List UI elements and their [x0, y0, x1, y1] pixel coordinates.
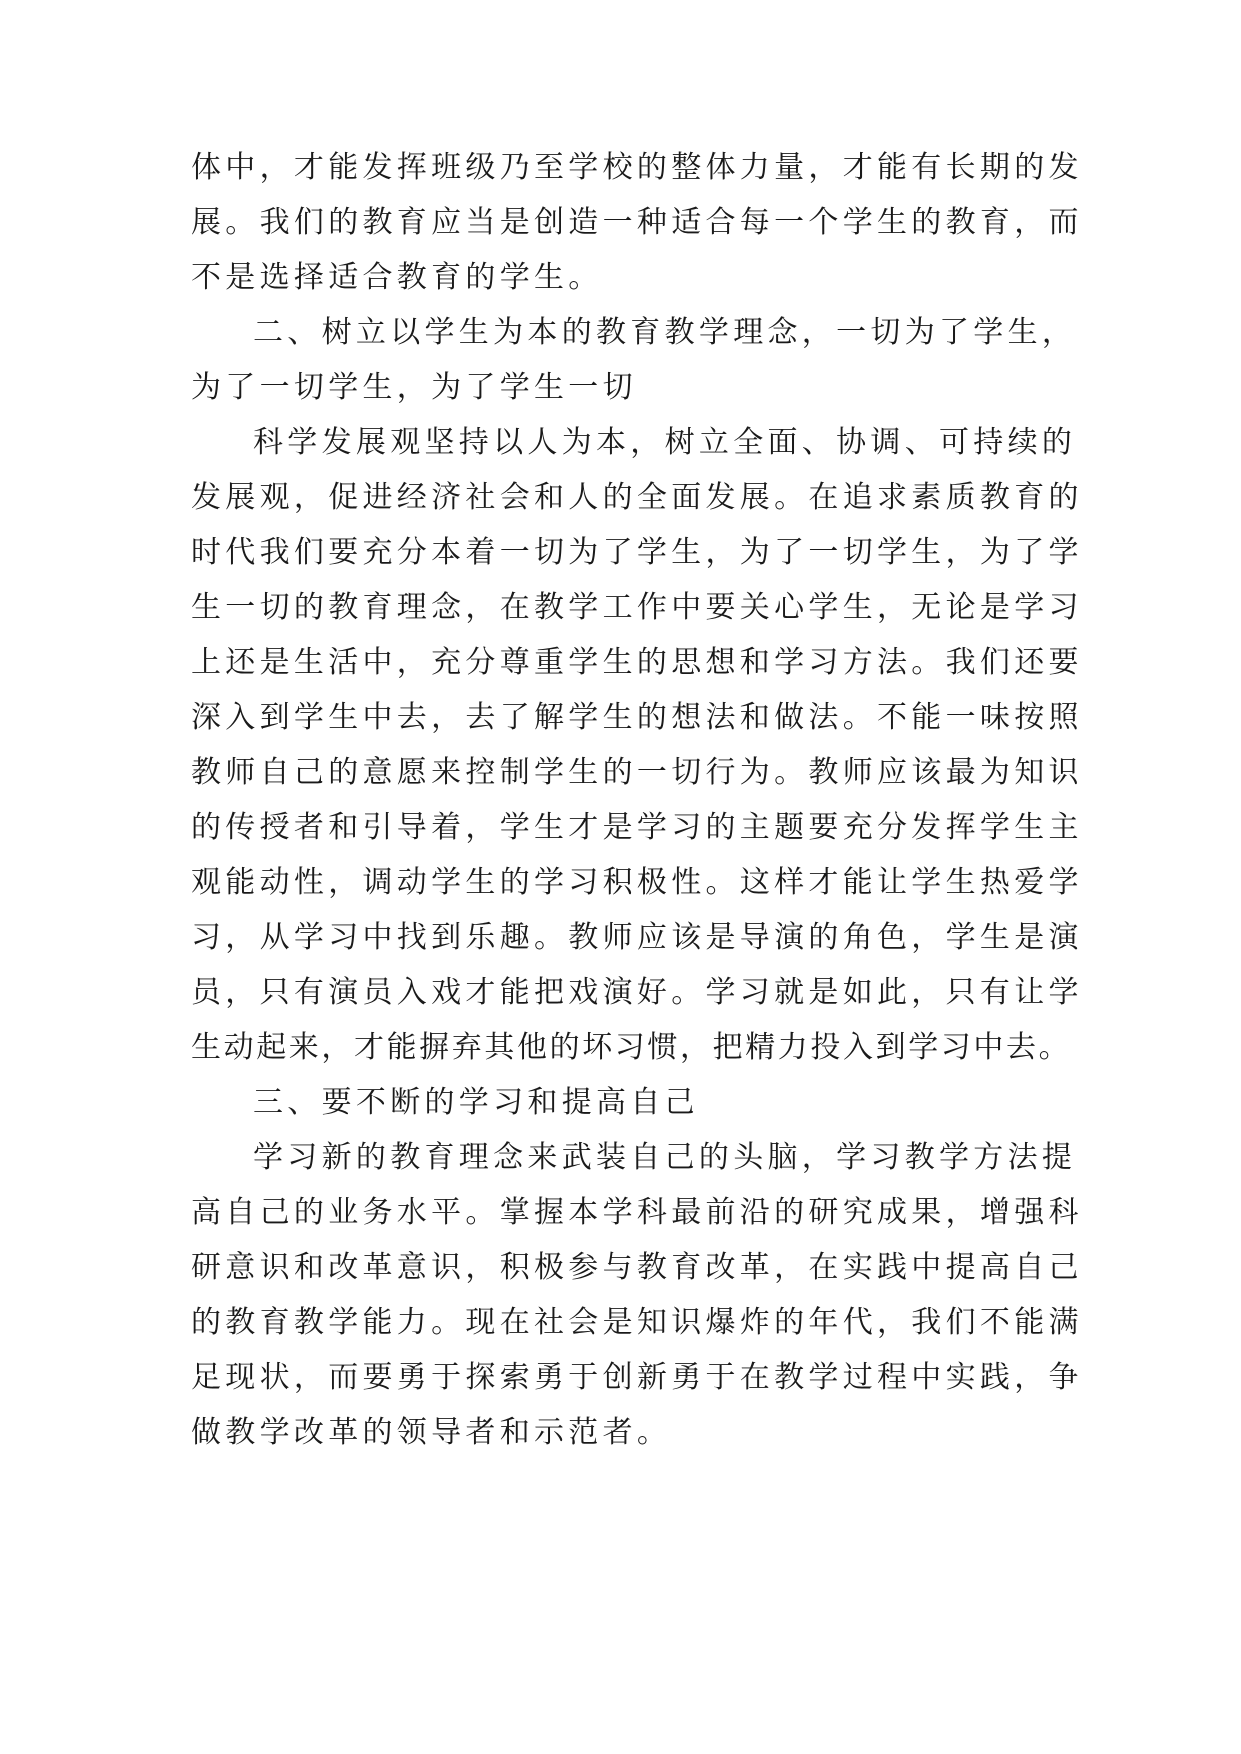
section-heading-2-line-1: 二、树立以学生为本的教育教学理念，一切为了学生， — [253, 315, 1077, 350]
paragraph-2-line-7: 教师自己的意愿来控制学生的一切行为。教师应该最为知识 — [191, 755, 1083, 790]
paragraph-3-line-5: 足现状，而要勇于探索勇于创新勇于在教学过程中实践，争 — [191, 1360, 1083, 1395]
paragraph-3-line-1: 学习新的教育理念来武装自己的头脑，学习教学方法提 — [253, 1140, 1077, 1175]
paragraph-2-line-11: 员，只有演员入戏才能把戏演好。学习就是如此，只有让学 — [191, 975, 1083, 1010]
paragraph-2-line-12: 生动起来，才能摒弃其他的坏习惯，把精力投入到学习中去。 — [191, 1030, 1072, 1065]
paragraph-1-line-1: 体中，才能发挥班级乃至学校的整体力量，才能有长期的发 — [191, 150, 1083, 185]
paragraph-2-line-2: 发展观，促进经济社会和人的全面发展。在追求素质教育的 — [191, 480, 1083, 515]
paragraph-3-line-4: 的教育教学能力。现在社会是知识爆炸的年代，我们不能满 — [191, 1305, 1083, 1340]
paragraph-3-line-6: 做教学改革的领导者和示范者。 — [191, 1415, 672, 1450]
paragraph-2-line-4: 生一切的教育理念，在教学工作中要关心学生，无论是学习 — [191, 590, 1083, 625]
paragraph-2-line-5: 上还是生活中，充分尊重学生的思想和学习方法。我们还要 — [191, 645, 1083, 680]
paragraph-1-line-2: 展。我们的教育应当是创造一种适合每一个学生的教育，而 — [191, 205, 1083, 240]
paragraph-1-line-3: 不是选择适合教育的学生。 — [191, 260, 603, 295]
paragraph-2-line-8: 的传授者和引导着，学生才是学习的主题要充分发挥学生主 — [191, 810, 1083, 845]
paragraph-2-line-3: 时代我们要充分本着一切为了学生，为了一切学生，为了学 — [191, 535, 1083, 570]
section-heading-2-line-2: 为了一切学生，为了学生一切 — [191, 370, 637, 405]
paragraph-2-line-9: 观能动性，调动学生的学习积极性。这样才能让学生热爱学 — [191, 865, 1083, 900]
section-heading-3: 三、要不断的学习和提高自己 — [253, 1085, 699, 1120]
paragraph-3-line-3: 研意识和改革意识，积极参与教育改革，在实践中提高自己 — [191, 1250, 1083, 1285]
paragraph-3-line-2: 高自己的业务水平。掌握本学科最前沿的研究成果，增强科 — [191, 1195, 1083, 1230]
paragraph-2-line-6: 深入到学生中去，去了解学生的想法和做法。不能一味按照 — [191, 700, 1083, 735]
paragraph-2-line-1: 科学发展观坚持以人为本，树立全面、协调、可持续的 — [253, 425, 1077, 460]
paragraph-2-line-10: 习，从学习中找到乐趣。教师应该是导演的角色，学生是演 — [191, 920, 1083, 955]
